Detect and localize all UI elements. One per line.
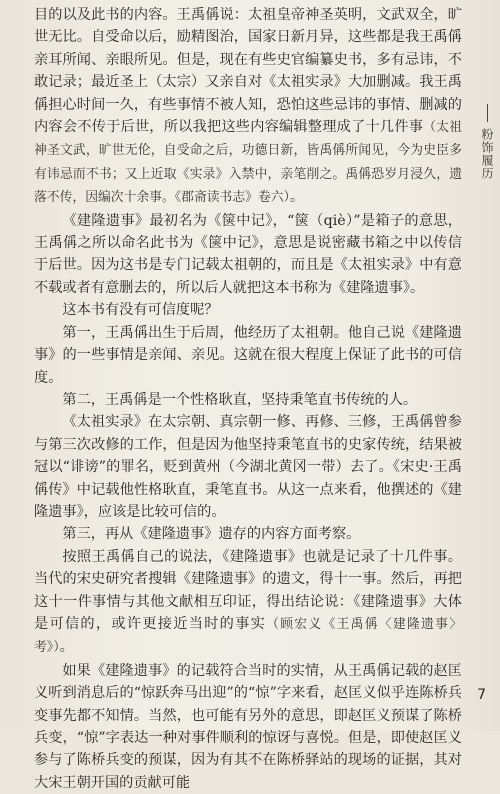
citation-text: （顾宏义《王禹偁〈建隆遗事〉考》） <box>34 616 462 656</box>
text-span: 。 <box>289 189 305 206</box>
paragraph <box>34 660 462 794</box>
text-span: 第一，王禹偁出生于后周，他经历了太祖朝。他自己说《建隆遗事》的一些事情是亲闻、亲见。这就在很大程度上保证了此书的可信度。 <box>34 324 462 386</box>
text-span: 这本书有没有可信度呢？ <box>62 302 219 319</box>
header-rule <box>487 104 488 122</box>
citation-text: （太祖神圣文武，旷世无伦，自受命之后，功德日新，皆禹偁所闻见，今为史臣多有讳忌而不书；又上近取《实录》入禁中，亲笔削之。禹偁恐岁月浸久，遗落不传，因编次十余事。《郡斋读书志》卷六） <box>34 120 462 206</box>
text-span: 《太祖实录》在太宗朝、真宗朝一修、再修、三修，王禹偁曾参与第三次改修的工作，但是因为他坚持秉笔直书的史家传统，结果被冠以“诽谤”的罪名，贬到黄州（今湖北黄冈一带）去了。《宋史·王禹偁传》中记载他性格耿直，秉笔直书。从这一点来看，他撰述的《建隆遗事》，应该是比较可信的。 <box>34 414 462 520</box>
paragraph <box>34 411 462 523</box>
paragraph <box>34 322 462 389</box>
text-span: 目的以及此书的内容。王禹偁说： <box>34 7 249 23</box>
body-text <box>34 4 462 794</box>
text-span: 。 <box>59 639 74 656</box>
running-header: 粉饰履历 <box>480 128 494 180</box>
text-span: 如果《建隆遗事》的记载符合当时的实情，从王禹偁记载的赵匡义听到消息后的“惊跃奔马出迎”的“惊”字来看，赵匡义似乎连陈桥兵变事先都不知情。当然，也可能有另外的意思，即赵匡义预谋了陈桥兵变，“惊”字表达一种对事件顺利的惊讶与喜悦。但是，即使赵匡义参与了陈桥兵变的预谋，因为有其不在陈桥驿站的现场的证据，其对大宋王朝开国的贡献可能 <box>34 662 462 791</box>
paragraph-continuation <box>34 4 462 210</box>
text-span: 太祖皇帝神圣英明，文武双全，旷世无比。自受命以后，励精图治，国家日新月异，这些都是我王禹偁亲耳所闻、亲眼所见。但是，现在有些史官编纂史书，多有忌讳，不敢记录；最近圣上（太宗）又亲自对《太祖实录》大加删减。我王禹偁担心时间一久，有些事情不被人知，恐怕这些忌讳的事情、删减的内容会不传于后世，所以我把这些内容编辑整理成了十几件事 <box>34 7 462 136</box>
paragraph <box>34 546 462 660</box>
text-span: 第三，再从《建隆遗事》遗存的内容方面考察。 <box>62 526 361 543</box>
text-span: 第二，王禹偁是一个性格耿直，坚持秉笔直书传统的人。 <box>62 391 418 408</box>
page-number: 7 <box>477 687 486 703</box>
text-span: 《建隆遗事》最初名为《箧中记》，“箧（qiè）”是箱子的意思，王禹偁之所以命名此书为《箧中记》，意思是说密藏书箱之中以传信于后世。因为这书是专门记载太祖朝的，而且是《太祖实录》中有意不载或者有意删去的，所以后人就把这本书称为《建隆遗事》。 <box>34 212 462 296</box>
paragraph <box>34 210 462 300</box>
paragraph <box>34 299 462 321</box>
paragraph <box>34 389 462 411</box>
paragraph <box>34 523 462 545</box>
text-span: 按照王禹偁自己的说法，《建隆遗事》也就是记录了十几件事。当代的宋史研究者搜辑《建隆遗事》的遗文，得十一事。然后，再把这十一件事情与其他文献相互印证，得出结论说：《建隆遗事》大体是可信的，或许更接近当时的事实 <box>34 548 462 632</box>
